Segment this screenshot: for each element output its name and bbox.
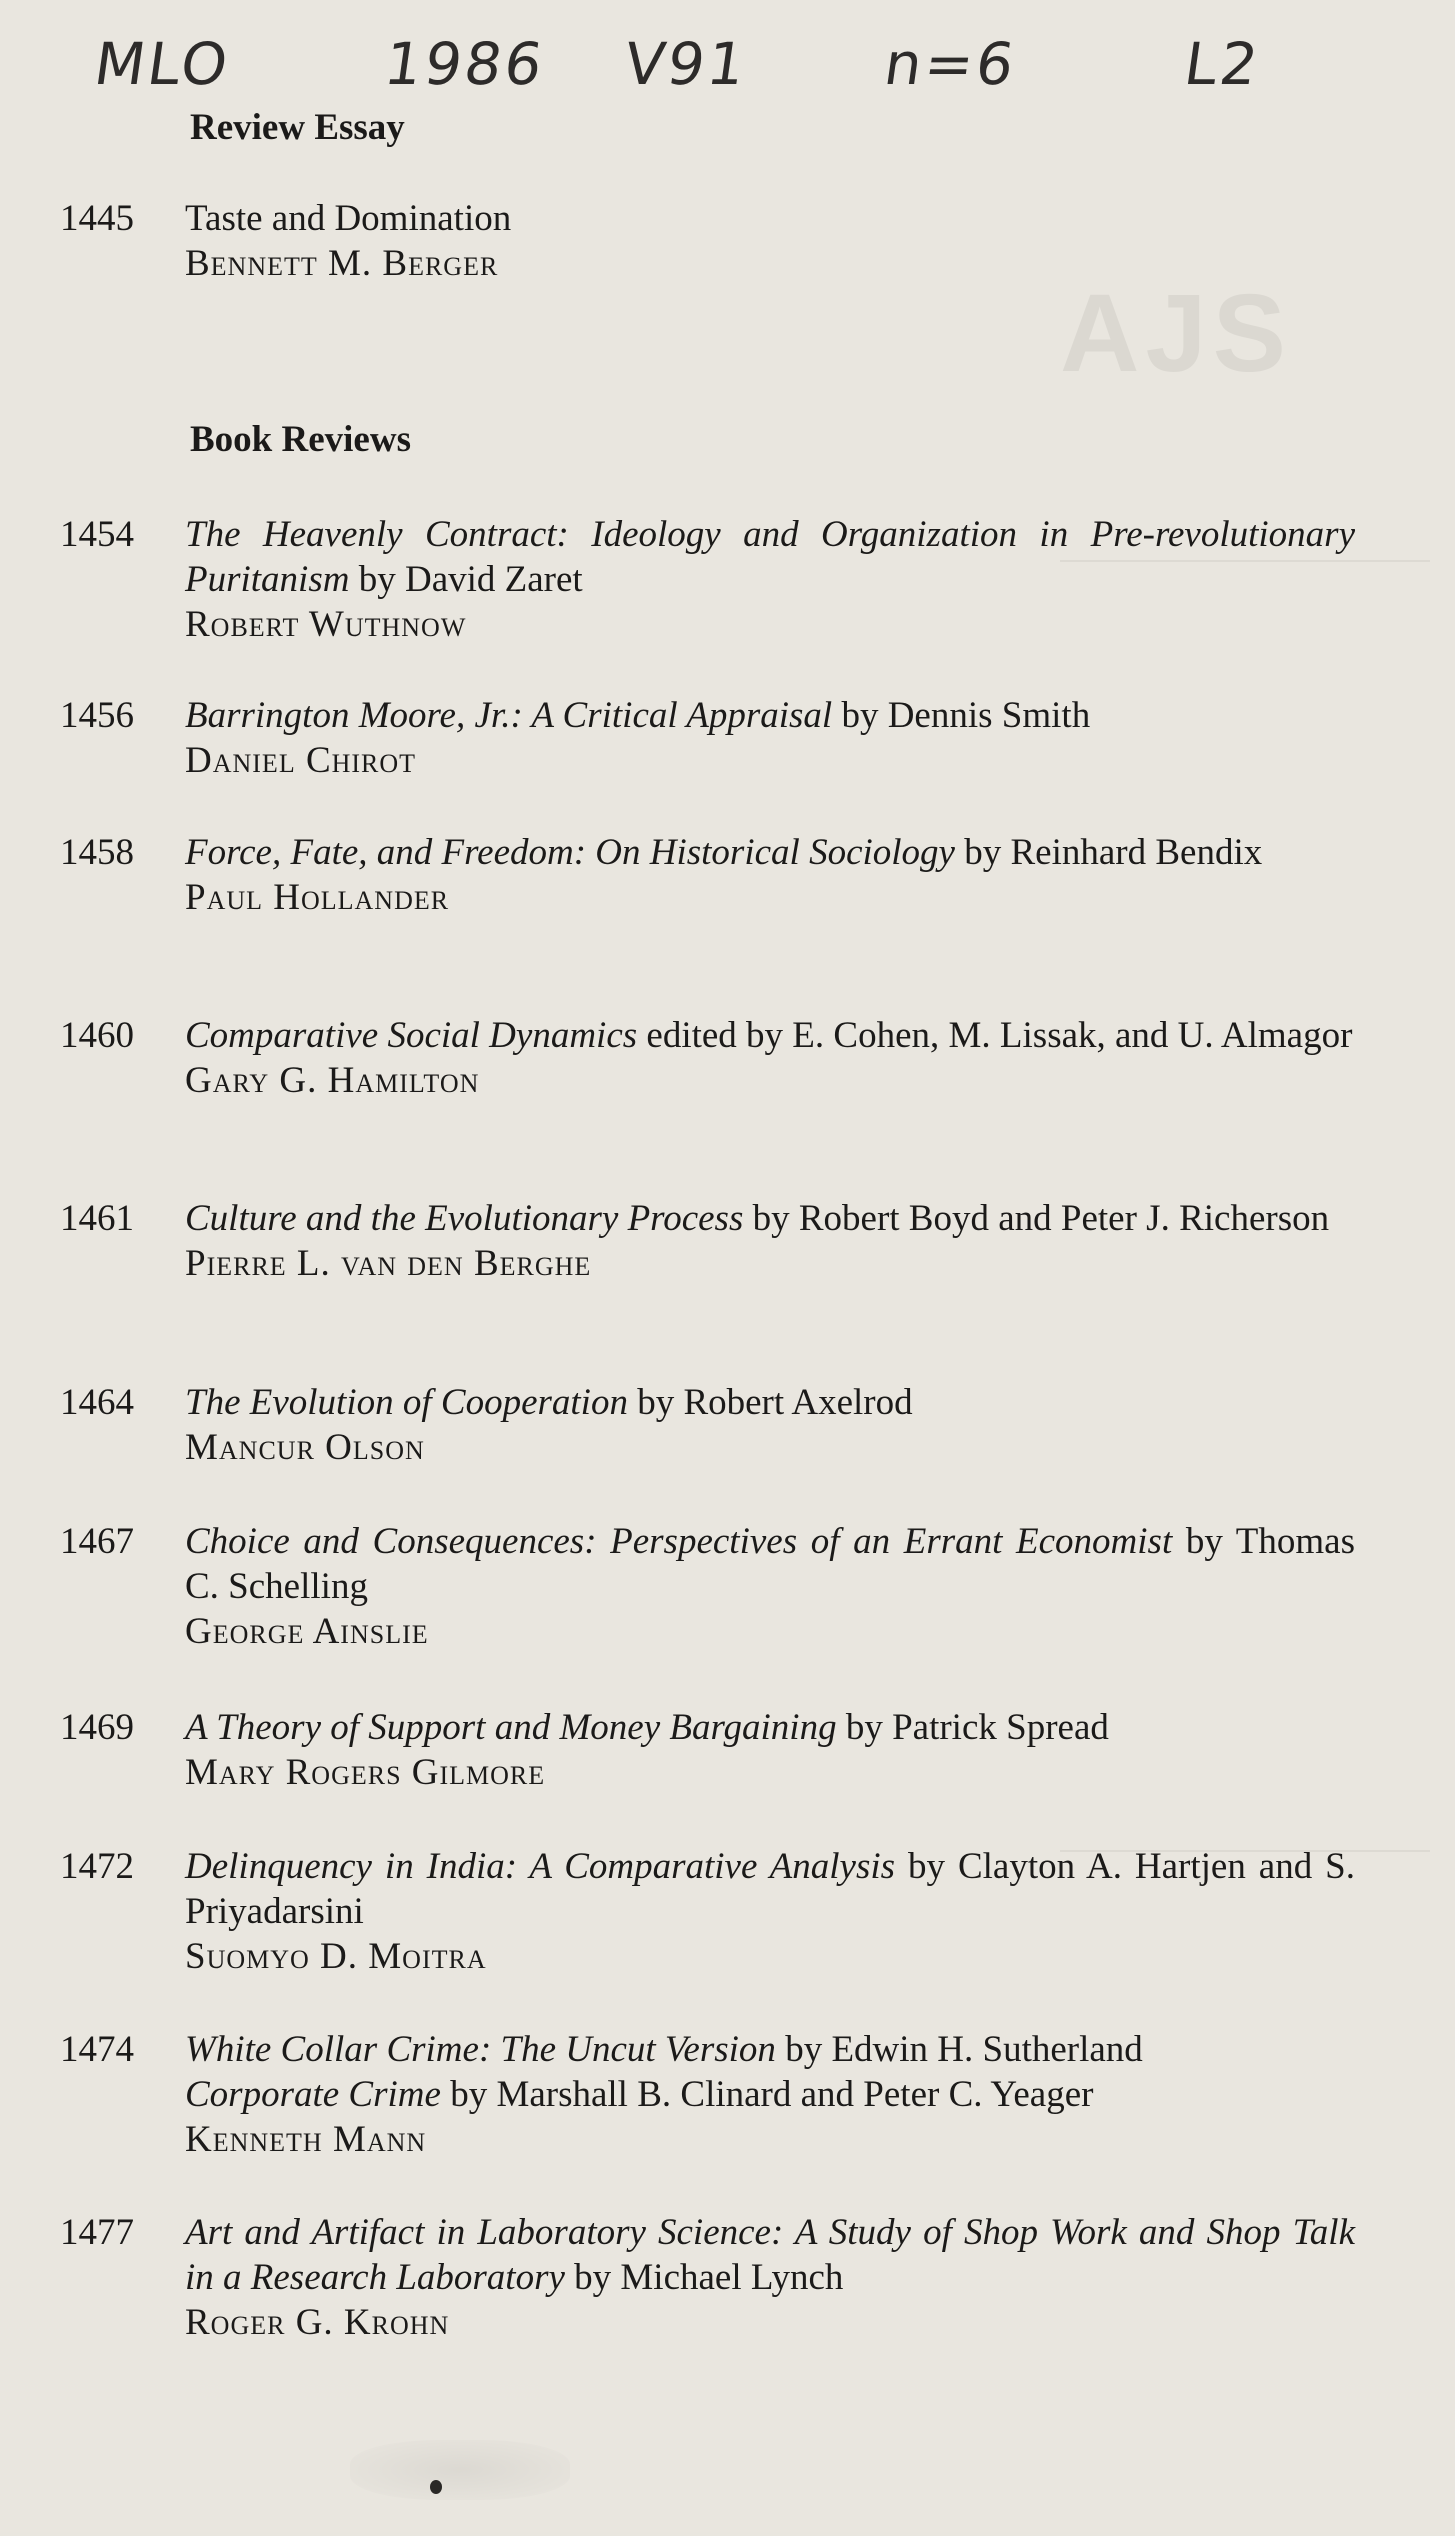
reviewer-name: Robert Wuthnow [185,604,467,645]
book-title: Delinquency in India: A Comparative Analysis [185,1846,896,1887]
entry-body [185,1519,1355,1654]
handwritten-code: MLO [90,30,235,98]
handwritten-year: 1986 [380,30,550,98]
book-title: A Theory of Support and Money Bargaining [185,1707,837,1748]
reviewer-name: Roger G. Krohn [185,2302,450,2343]
page-number: 1458 [60,832,134,873]
book-byline: by Clayton A. Hartjen and S. Priyadarsini [185,1846,1355,1932]
book-title: White Collar Crime: The Uncut Version [185,2029,776,2070]
reviewer-name: Suomyo D. Moitra [185,1936,487,1977]
reviewer-name: Daniel Chirot [185,740,417,781]
page-number: 1464 [60,1382,134,1423]
entry-body [185,1196,1355,1286]
book-title: Comparative Social Dynamics [185,1015,638,1056]
book-byline: by Thomas C. Schelling [185,1521,1355,1607]
book-byline: by Robert Axelrod [627,1382,913,1423]
reviewer-name: Gary G. Hamilton [185,1060,480,1101]
book-title: Choice and Consequences: Perspectives of an Errant Economist [185,1521,1173,1562]
entry-body [185,830,1355,920]
book-byline: by Robert Boyd and Peter J. Richerson [743,1198,1330,1239]
page-number: 1461 [60,1198,134,1239]
paper-smudge [350,2440,570,2500]
page-number: 1460 [60,1015,134,1056]
entry-title: Taste and Domination [185,198,512,239]
reviewer-name: Kenneth Mann [185,2119,427,2160]
book-byline: by Dennis Smith [832,695,1091,736]
entry-body [185,1705,1355,1795]
reviewer-name: Mary Rogers Gilmore [185,1752,546,1793]
page-number: 1454 [60,514,134,555]
page-number: 1472 [60,1846,134,1887]
page-number: 1456 [60,695,134,736]
entry-body [185,1380,1355,1470]
show-through-text: AJS [1060,272,1292,395]
entry-body [185,1844,1355,1979]
entry-body [185,512,1355,647]
book-byline: edited by E. Cohen, M. Lissak, and U. Almagor [637,1015,1353,1056]
book-title: Barrington Moore, Jr.: A Critical Appraisal [185,695,833,736]
entry-body [185,1013,1355,1103]
entry-body [185,196,1355,286]
book-title: The Heavenly Contract: Ideology and Organization in Pre-revolutionary Puritanism [185,514,1355,600]
entry-body [185,2027,1355,2162]
page-number: 1445 [60,198,134,239]
book-byline: by Michael Lynch [564,2257,844,2298]
handwritten-shelf: L2 [1180,30,1265,98]
handwritten-volume: V91 [620,30,753,98]
reviewer-name: Pierre L. van den Berghe [185,1243,592,1284]
book-title: Force, Fate, and Freedom: On Historical Sociology [185,832,955,873]
entry-body [185,693,1355,783]
page-number: 1477 [60,2212,134,2253]
reviewer-name: Paul Hollander [185,877,450,918]
handwritten-number: n=6 [880,30,1022,98]
reviewer-name: Mancur Olson [185,1427,425,1468]
reviewer-name: George Ainslie [185,1611,429,1652]
book-byline: by Edwin H. Sutherland [775,2029,1143,2070]
entry-body [185,2210,1355,2345]
book-byline: by Patrick Spread [836,1707,1109,1748]
book-byline: by Reinhard Bendix [954,832,1263,873]
book-title: Culture and the Evolutionary Process [185,1198,744,1239]
page-number: 1474 [60,2029,134,2070]
reviewer-name: Bennett M. Berger [185,243,499,284]
page-number: 1469 [60,1707,134,1748]
ink-dot [430,2480,442,2494]
book-byline-second: by Marshall B. Clinard and Peter C. Yeager [440,2074,1094,2115]
handwritten-annotation [90,30,1395,110]
book-title: The Evolution of Cooperation [185,1382,628,1423]
book-title-second: Corporate Crime [185,2074,441,2115]
book-byline: by David Zaret [349,559,583,600]
review-essay-heading: Review Essay [190,107,405,148]
page-number: 1467 [60,1521,134,1562]
book-title: Art and Artifact in Laboratory Science: A Study of Shop Work and Shop Talk in a Research Laboratory [185,2212,1355,2298]
book-reviews-heading: Book Reviews [190,419,411,460]
